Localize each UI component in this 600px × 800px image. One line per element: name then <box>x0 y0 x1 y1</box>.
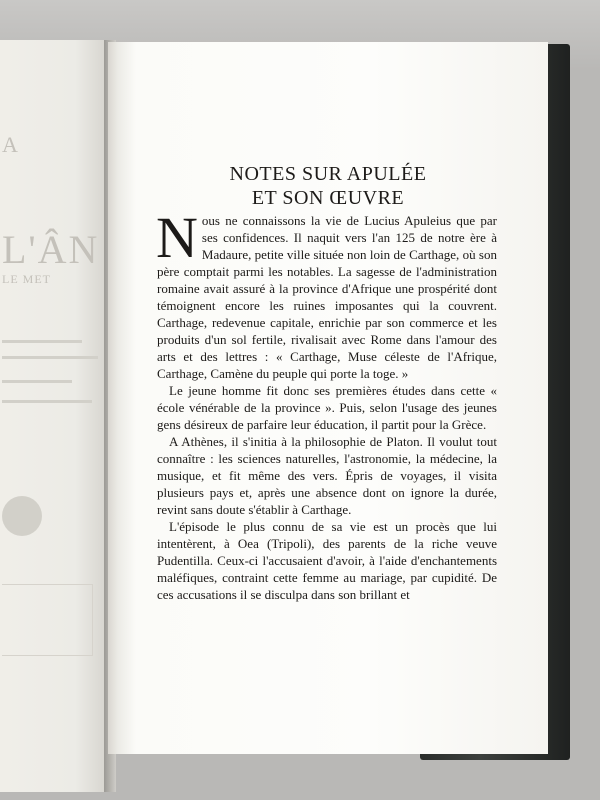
left-page-ghost-box <box>2 584 93 656</box>
page-title-line-2: ET SON ŒUVRE <box>251 187 405 209</box>
paragraph-2: Le jeune homme fit donc ses premières études dans cette « école vénérable de la province ». Puis, selon l'usage des jeunes gens désireux de parfaire leur éducation, il partit pour la Grèce. <box>157 383 497 432</box>
body-text <box>156 205 497 603</box>
left-page <box>0 40 116 792</box>
right-page <box>108 42 548 754</box>
left-page-ghost-subtitle: LE MET <box>2 272 51 286</box>
page-title-line-1: NOTES SUR APULÉE <box>229 163 427 185</box>
page-title <box>220 162 436 210</box>
left-page-ghost-line <box>2 380 72 383</box>
left-page-ghost-letter: A <box>2 132 20 157</box>
left-page-ghost-line <box>2 340 82 343</box>
left-page-ghost-title: L'ÂN <box>2 227 100 272</box>
paragraph-1-text: ous ne connaissons la vie de Lucius Apuleius que par ses confidences. Il naquit vers l'an 125 de notre ère à Madaure, petite ville située non loin de Carthage, où son père comptait parmi les notables. La sagesse de l'administration romaine avait assuré à la province d'Afrique une prospérité dont témoignent encore les ruines imposantes qui la couvrent. Carthage, redevenue capitale, enrichie par son commerce et les produits d'un sol fertile, rivalisait avec Rome dans l'amour des arts et des lettres : « Carthage, Muse céleste de l'Afrique, Carthage, Camène du peuple qui porte la toge. » <box>157 213 497 381</box>
left-page-ghost-ornament <box>2 496 42 536</box>
left-page-ghost-line <box>2 356 98 359</box>
paragraph-3: A Athènes, il s'initia à la philosophie de Platon. Il voulut tout connaître : les sciences naturelles, l'astronomie, la médecine, la musique, et fit même des vers. Épris de voyages, il visita plusieurs pays et, après une absence dont on ignore la durée, revint sans doute s'établir à Carthage. <box>157 434 497 517</box>
left-page-ghost-line <box>2 400 92 403</box>
drop-cap: N <box>156 205 198 270</box>
paragraph-4: L'épisode le plus connu de sa vie est un procès que lui intentèrent, à Oea (Tripoli), des parents de la riche veuve Pudentilla. Ceux-ci l'accusaient d'avoir, à l'aide d'enchantements maléfiques, contraint cette femme au mariage, par cupidité. De ces accusations il se disculpa dans son brillant et <box>157 519 497 602</box>
paragraph-1 <box>156 205 497 382</box>
